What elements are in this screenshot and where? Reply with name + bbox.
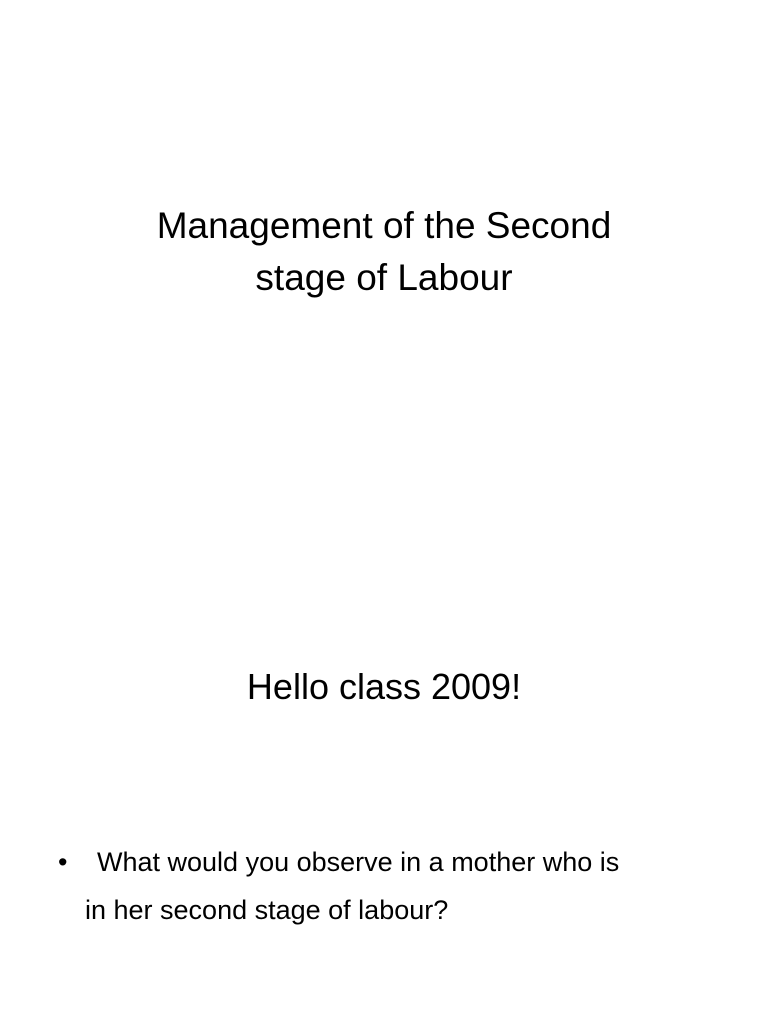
greeting-heading: Hello class 2009! <box>246 666 522 707</box>
bullet-text-line-2: in her second stage of labour? <box>85 895 449 925</box>
bullet-item <box>58 838 718 934</box>
slide-title-line-2: stage of Labour <box>255 257 513 298</box>
bullet-text-line-1: What would you observe in a mother who is <box>97 847 620 877</box>
slide-title-line-1: Management of the Second <box>156 205 612 246</box>
bullet-text <box>85 838 718 934</box>
bullet-list <box>58 838 718 934</box>
slide-title <box>84 200 684 304</box>
bullet-marker: • <box>58 847 68 877</box>
